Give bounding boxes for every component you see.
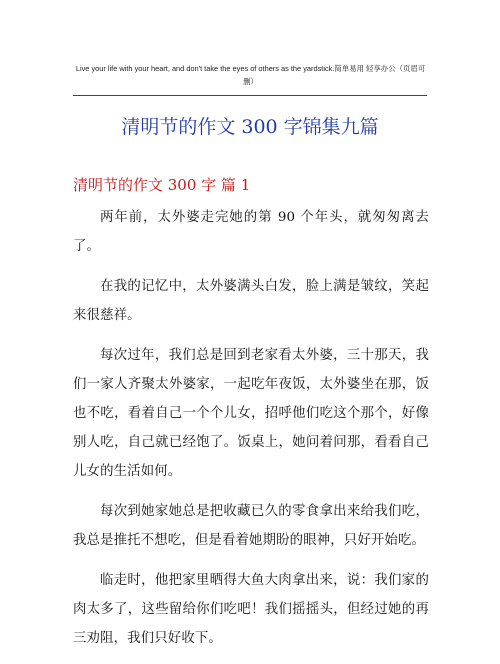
header-text-line-1: Live your life with your heart, and don't take the eyes of others as the yardstick.简单易用 轻享办公（页眉可 bbox=[75, 64, 426, 73]
paragraph: 临走时，他把家里晒得大鱼大肉拿出来，说：我们家的肉太多了，这些留给你们吃吧！我们摇摇头，但经过她的再三劝阻，我们只好收下。 bbox=[73, 573, 429, 646]
body-text bbox=[73, 203, 429, 664]
paragraph: 每次到她家她总是把收藏已久的零食拿出来给我们吃，我总是推托不想吃，但是看着她期盼的眼神，只好开始吃。 bbox=[73, 504, 429, 548]
document-title: 清明节的作文 300 字锦集九篇 bbox=[121, 116, 379, 138]
paragraph: 在我的记忆中，太外婆满头白发，脸上满是皱纹，笑起来很慈祥。 bbox=[73, 279, 429, 323]
paragraph: 每次过年，我们总是回到老家看太外婆，三十那天，我们一家人齐聚太外婆家，一起吃年夜饭，太外婆坐在那，饭也不吃，看着自己一个个儿女，招呼他们吃这个那个，好像别人吃，自己就已经饱了。饭桌上，她问着问那，看看自己儿女的生活如何。 bbox=[73, 348, 429, 479]
section-heading: 清明节的作文 300 字 篇 1 bbox=[73, 176, 251, 194]
header-divider bbox=[73, 95, 427, 96]
page-header bbox=[73, 62, 428, 88]
header-text-line-2: 删） bbox=[243, 77, 258, 86]
paragraph: 两年前，太外婆走完她的第 90 个年头，就匆匆离去了。 bbox=[73, 210, 429, 254]
